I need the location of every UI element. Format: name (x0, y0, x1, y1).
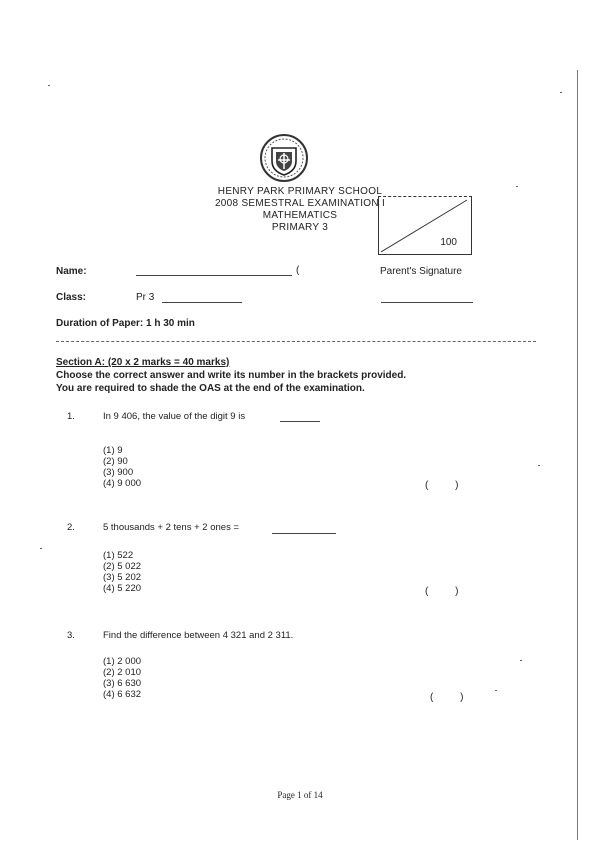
scan-speck (520, 660, 522, 661)
subject-title: MATHEMATICS (262, 210, 338, 221)
scan-speck (48, 85, 50, 86)
question-text: 5 thousands + 2 tens + 2 ones = (103, 522, 240, 533)
parent-signature-line[interactable] (381, 302, 473, 303)
section-title: Section A: (20 x 2 marks = 40 marks) (56, 357, 230, 368)
answer-blank-line (272, 533, 336, 534)
answer-bracket[interactable]: ( ) (425, 480, 471, 491)
name-label: Name: (56, 266, 87, 277)
level-title: PRIMARY 3 (271, 222, 329, 233)
option[interactable]: (2) 2 010 (103, 667, 142, 678)
class-value: Pr 3 (136, 292, 155, 303)
option[interactable]: (2) 90 (103, 456, 128, 467)
answer-bracket[interactable]: ( ) (425, 586, 471, 597)
option[interactable]: (3) 6 630 (103, 678, 142, 689)
school-name: HENRY PARK PRIMARY SCHOOL (217, 186, 383, 197)
option[interactable]: (1) 9 (103, 445, 123, 456)
option[interactable]: (2) 5 022 (103, 561, 142, 572)
question-number: 2. (67, 522, 75, 533)
section-instruction-2: You are required to shade the OAS at the end of the examination. (56, 383, 365, 394)
answer-blank-line (280, 421, 320, 422)
option[interactable]: (3) 5 202 (103, 572, 142, 583)
score-box (378, 196, 472, 255)
section-instruction-1: Choose the correct answer and write its number in the brackets provided. (56, 370, 407, 381)
question-number: 1. (67, 411, 75, 422)
school-crest-logo (254, 128, 314, 188)
question-number: 3. (67, 630, 75, 641)
name-register-paren: ( (296, 265, 300, 276)
scan-speck (40, 548, 42, 549)
option[interactable]: (4) 6 632 (103, 689, 142, 700)
option[interactable]: (3) 900 (103, 467, 134, 478)
scan-speck (560, 92, 562, 93)
duration-text: Duration of Paper: 1 h 30 min (56, 318, 195, 329)
class-field-line[interactable] (162, 302, 242, 303)
question-text: Find the difference between 4 321 and 2 311. (103, 630, 294, 641)
separator-line (56, 341, 536, 342)
page-edge-rule (577, 70, 578, 840)
parent-signature-label: Parent's Signature (380, 266, 462, 277)
scan-speck (538, 465, 540, 466)
score-total: 100 (440, 237, 457, 248)
option[interactable]: (4) 5 220 (103, 583, 142, 594)
option[interactable]: (1) 2 000 (103, 656, 142, 667)
answer-bracket[interactable]: ( ) (430, 692, 476, 703)
class-label: Class: (56, 292, 87, 303)
name-field-line[interactable] (136, 275, 292, 276)
option[interactable]: (4) 9 000 (103, 478, 142, 489)
scan-speck (516, 186, 518, 187)
question-text: In 9 406, the value of the digit 9 is (103, 411, 246, 422)
scan-speck (495, 690, 497, 691)
page-number: Page 1 of 14 (277, 790, 323, 800)
option[interactable]: (1) 522 (103, 550, 134, 561)
exam-title: 2008 SEMESTRAL EXAMINATION I (214, 198, 386, 209)
